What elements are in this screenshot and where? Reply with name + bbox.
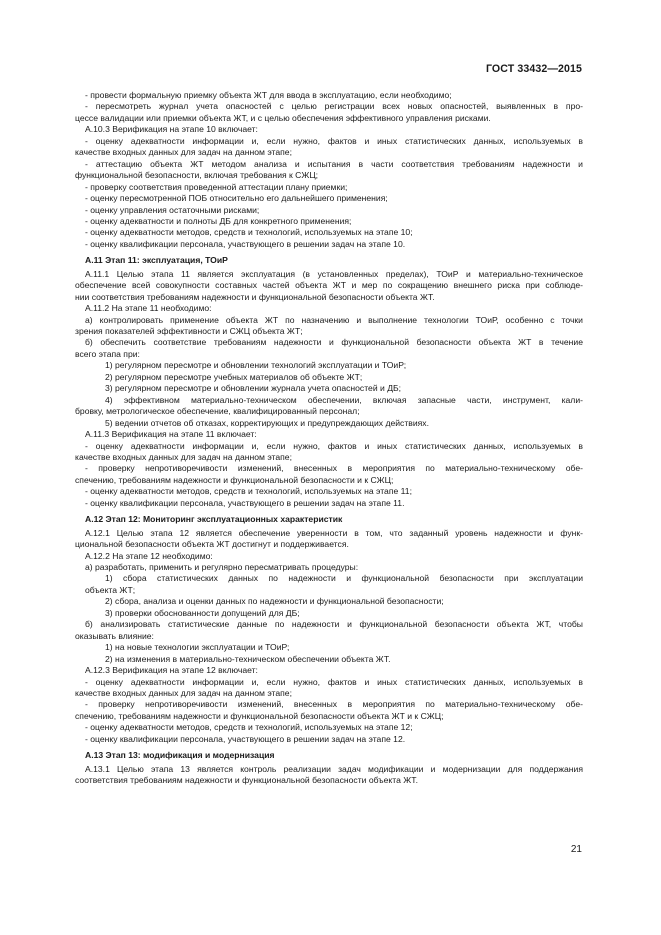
text-line: - проверку непротиворечивости изменений, внесенных в мероприятия по материально-техническому обе- [85,463,583,474]
text-line: А.12.2 На этапе 12 необходимо: [85,550,213,561]
text-line: 2) регулярном пересмотре учебных материалов об объекте ЖТ; [105,371,363,382]
text-line: а) контролировать применение объекта ЖТ по назначению и выполнение технологии ТОиР, особенно с точки [85,314,583,325]
text-line: 3) проверки обоснованности допущений для ДБ; [105,607,300,618]
text-line: обеспечение всей совокупности составных частей объекта ЖТ и мер по сокращению внешнего риска при соблюде- [75,280,583,291]
text-line: А.13.1 Целью этапа 13 является контроль реализации задач модификации и модернизации для поддержания [85,763,583,774]
text-line: - оценку адекватности методов, средств и технологий, используемых на этапе 10; [85,227,413,238]
text-line: - оценку адекватности и полноты ДБ для конкретного применения; [85,215,352,226]
text-line: - оценку квалификации персонала, участвующего в решении задач на этапе 10. [85,238,406,249]
text-line: А.11.2 На этапе 11 необходимо: [85,303,212,314]
text-line: цессе валидации или приемки объекта ЖТ, и с целью обеспечения эффективного управления рисками. [75,112,491,123]
text-line: - провести формальную приемку объекта ЖТ для ввода в эксплуатацию, если необходимо; [85,90,452,100]
text-line: А.10.3 Верификация на этапе 10 включает: [85,124,258,135]
text-line: бровку, метрологическое обеспечение, квалифицированный персонал; [75,406,360,417]
text-line: - оценку управления остаточными рисками; [85,204,260,215]
text-line: - оценку адекватности информации и, если нужно, фактов и иных статистических данных, используемых в [85,676,583,687]
page-number: 21 [570,844,582,855]
text-line: - оценку адекватности информации и, если нужно, фактов и иных статистических данных, используемых в [85,440,583,451]
text-line: А.11.3 Верификация на этапе 11 включает: [85,429,257,440]
text-line: - оценку адекватности информации и, если нужно, фактов и иных статистических данных, используемых в [85,135,583,146]
document-standard-number: ГОСТ 33432—2015 [485,63,582,75]
text-line: А.12.1 Целью этапа 12 является обеспечение уверенности в том, что заданный уровень надежности и функ- [85,527,583,538]
text-line: качестве входных данных для задач на данном этапе; [75,687,292,698]
section-heading: А.13 Этап 13: модификация и модернизация [85,750,275,761]
text-line: б) обеспечить соответствие требованиям надежности и функциональной безопасности объекта ЖТ в течение [85,337,583,348]
text-line: 1) сбора статистических данных по надежности и функциональной безопасности при эксплуатации [105,573,583,584]
text-line: - проверку непротиворечивости изменений, внесенных в мероприятия по материально-техническому обе- [85,699,583,710]
text-line: - аттестацию объекта ЖТ методом анализа и испытания в части соответствия требованиям надежности и [85,158,583,169]
text-line: функциональной безопасности, включая требования к СЖЦ; [75,170,319,181]
section-heading: А.11 Этап 11: эксплуатация, ТОиР [85,255,228,266]
text-line: 1) регулярном пересмотре и обновлении технологий эксплуатации и ТОиР; [105,360,407,371]
text-line: 2) сбора, анализа и оценки данных по надежности и функциональной безопасности; [105,596,444,607]
text-line: объекта ЖТ; [85,584,136,595]
text-line: всего этапа при: [75,348,140,359]
text-line: спечению, требованиям надежности и функциональной безопасности объекта ЖТ и к СЖЦ; [75,710,444,721]
text-line: а) разработать, применить и регулярно пересматривать процедуры: [85,562,359,572]
text-line: качестве входных данных для задач на данном этапе; [75,147,292,158]
text-line: оказывать влияние: [75,630,154,641]
text-line: 5) ведении отчетов об отказах, корректирующих и предупреждающих действиях. [105,417,429,428]
text-line: зрения показателей эффективности и СЖЦ объекта ЖТ; [75,326,303,336]
text-line: - оценку адекватности методов, средств и технологий, используемых на этапе 11; [85,486,412,497]
text-line: 2) на изменения в материально-техническом обеспечении объекта ЖТ. [105,653,391,664]
text-line: качестве входных данных для задач на данном этапе; [75,451,292,462]
text-line: А.12.3 Верификация на этапе 12 включает: [85,665,258,676]
text-line: А.11.1 Целью этапа 11 является эксплуатация (в установленных пределах), ТОиР и материально-техническое [85,268,583,279]
text-line: - оценку пересмотренной ПОБ относительно его дальнейшего применения; [85,193,388,204]
text-line: б) анализировать статистические данные по надежности и функциональной безопасности объекта ЖТ, чтобы [85,619,583,630]
section-heading: А.12 Этап 12: Мониторинг эксплуатационных характеристик [85,514,343,525]
text-line: - оценку квалификации персонала, участвующего в решении задач на этапе 11. [85,497,405,508]
text-line: - оценку адекватности методов, средств и технологий, используемых на этапе 12; [85,722,413,733]
text-line: соответствия требованиям надежности и функциональной безопасности объекта ЖТ. [75,775,418,786]
text-line: нии соответствия требованиям надежности и функциональной безопасности объекта ЖТ. [75,291,435,302]
text-line: 4) эффективном материально-техническом обеспечении, включая запасные части, инструмент, кали- [105,394,583,405]
text-line: спечению, требованиям надежности и функциональной безопасности и к СЖЦ; [75,474,394,485]
text-line: 3) регулярном пересмотре и обновлении журнала учета опасностей и ДБ; [105,383,402,394]
text-line: 1) на новые технологии эксплуатации и ТОиР; [105,642,290,653]
text-line: - пересмотреть журнал учета опасностей с целью регистрации всех новых опасностей, выявленных в про- [85,101,583,112]
text-line: циональной безопасности объекта ЖТ достигнут и поддерживается. [75,539,349,550]
text-line: - проверку соответствия проведенной аттестации плану приемки; [85,181,348,192]
text-line: - оценку квалификации персонала, участвующего в решении задач на этапе 12. [85,733,406,744]
